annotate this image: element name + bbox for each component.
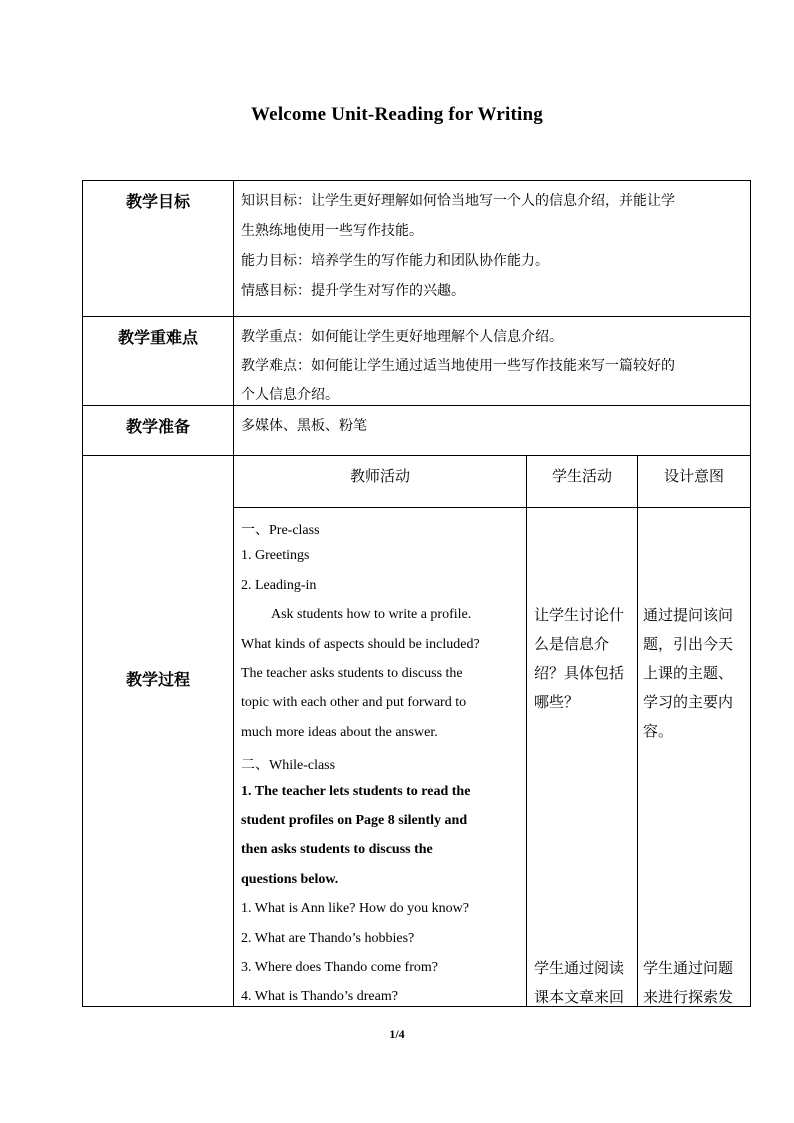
- student-activity-header: 学生活动: [551, 467, 612, 485]
- key-points-line: 教学重点：如何能让学生更好地理解个人信息介绍。: [241, 329, 563, 345]
- design-intent-header: 设计意图: [663, 467, 724, 485]
- design-intent-line: 来进行探索发: [643, 988, 734, 1006]
- teacher-activity-line: 一、Pre-class: [241, 523, 320, 538]
- teacher-activity-line: 1. The teacher lets students to read the: [241, 783, 471, 799]
- teacher-activity-line: 二、While-class: [241, 758, 336, 774]
- objectives-label: 教学目标: [125, 192, 190, 211]
- process-label: 教学过程: [125, 670, 190, 689]
- design-intent-line: 学习的主要内: [643, 693, 734, 711]
- key-points-cell: [233, 316, 751, 406]
- objectives-line: 情感目标：提升学生对写作的兴趣。: [241, 283, 465, 299]
- preparation-label: 教学准备: [125, 417, 190, 436]
- page-title: Welcome Unit-Reading for Writing: [251, 104, 543, 125]
- objectives-label-cell: [82, 180, 234, 317]
- design-intent-line: 学生通过问题: [643, 959, 734, 977]
- student-activity-line: 让学生讨论什: [534, 606, 625, 624]
- objectives-cell: [233, 180, 751, 317]
- teacher-activity-line: 3. Where does Thando come from?: [241, 960, 438, 975]
- preparation-value: 多媒体、黑板、粉笔: [241, 418, 367, 434]
- teacher-activity-line: much more ideas about the answer.: [241, 724, 438, 740]
- teacher-activity-line: 2. Leading-in: [241, 577, 317, 593]
- design-intent-line: 上课的主题、: [643, 664, 734, 682]
- student-activity-line: 哪些？: [534, 693, 580, 711]
- process-label-cell: [82, 455, 234, 1007]
- teacher-activity-line: questions below.: [241, 871, 339, 887]
- teacher-activity-line: 1. Greetings: [241, 548, 310, 564]
- student-activity-cell: [526, 507, 638, 1007]
- key-points-label-cell: [82, 316, 234, 406]
- preparation-label-cell: [82, 405, 234, 456]
- preparation-cell: [233, 405, 751, 456]
- student-activity-line: 绍？具体包括: [534, 664, 625, 682]
- objectives-line: 生熟练地使用一些写作技能。: [241, 223, 423, 239]
- design-intent-cell: [637, 507, 751, 1007]
- student-activity-line: 学生通过阅读: [534, 959, 625, 977]
- objectives-line: 知识目标：让学生更好理解如何恰当地写一个人的信息介绍，并能让学: [241, 193, 675, 209]
- key-points-label: 教学重难点: [117, 328, 198, 347]
- design-intent-line: 容。: [643, 722, 674, 740]
- teacher-activity-line: The teacher asks students to discuss the: [241, 666, 463, 681]
- teacher-activity-header-cell: [233, 455, 527, 508]
- teacher-activity-cell: [233, 507, 527, 1007]
- design-intent-line: 题，引出今天: [643, 635, 734, 653]
- key-points-line: 教学难点：如何能让学生通过适当地使用一些写作技能来写一篇较好的: [241, 358, 675, 374]
- design-intent-header-cell: [637, 455, 751, 508]
- teacher-activity-header: 教师活动: [349, 467, 410, 485]
- teacher-activity-line: then asks students to discuss the: [241, 842, 433, 858]
- teacher-activity-line: 4. What is Thando’s dream?: [241, 989, 398, 1005]
- teacher-activity-line: 2. What are Thando’s hobbies?: [241, 930, 415, 946]
- key-points-line: 个人信息介绍。: [241, 387, 339, 403]
- design-intent-line: 通过提问该问: [643, 606, 734, 624]
- student-activity-line: 课本文章来回: [534, 988, 625, 1006]
- teacher-activity-line: 1. What is Ann like? How do you know?: [241, 901, 469, 917]
- page-number: 1/4: [389, 1027, 405, 1041]
- objectives-line: 能力目标：培养学生的写作能力和团队协作能力。: [241, 253, 549, 269]
- teacher-activity-line: What kinds of aspects should be included?: [241, 636, 480, 652]
- teacher-activity-line: student profiles on Page 8 silently and: [241, 813, 468, 828]
- teacher-activity-line: topic with each other and put forward to: [241, 695, 467, 711]
- teacher-activity-line: Ask students how to write a profile.: [271, 607, 472, 623]
- student-activity-line: 么是信息介: [534, 635, 610, 653]
- student-activity-header-cell: [526, 455, 638, 508]
